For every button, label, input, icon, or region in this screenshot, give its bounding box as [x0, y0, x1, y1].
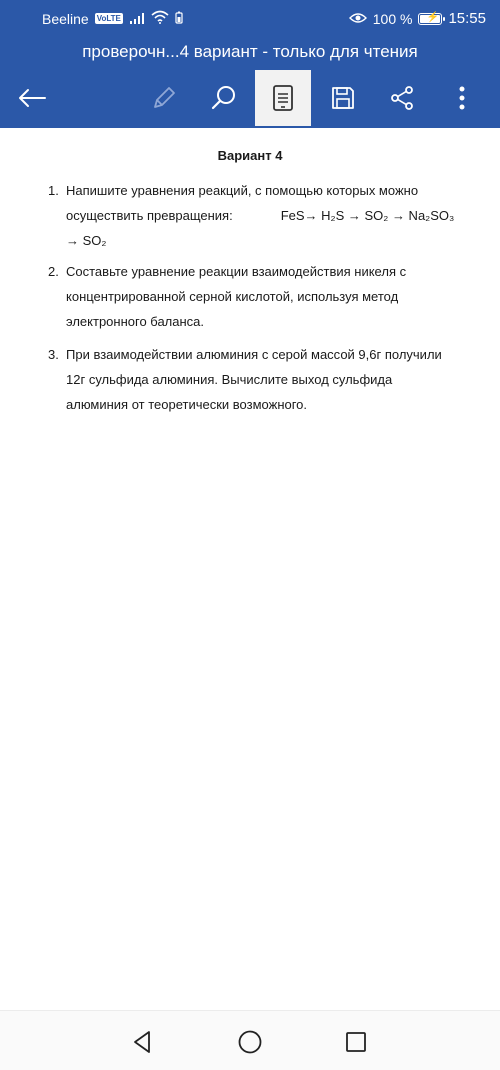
more-options-button[interactable] — [434, 70, 490, 126]
nav-home-button[interactable] — [237, 1029, 263, 1055]
volte-badge: VoLTE — [96, 14, 121, 23]
mobile-view-button[interactable] — [255, 70, 311, 126]
toolbar — [0, 68, 500, 128]
home-circle-icon — [237, 1029, 263, 1055]
clock: 15:55 — [448, 10, 486, 27]
eye-comfort-icon — [349, 11, 367, 27]
task-text: осуществить превращения: — [66, 208, 233, 223]
carrier-name: Beeline — [42, 10, 89, 27]
share-icon — [389, 85, 415, 111]
task-line: При взаимодействии алюминия с серой массой 9,6г получили — [66, 347, 442, 362]
recents-square-icon — [344, 1030, 368, 1054]
task-number: 3. — [48, 347, 59, 362]
document-title-bar — [0, 38, 500, 68]
task-number: 2. — [48, 264, 59, 279]
edit-button[interactable] — [136, 70, 192, 126]
back-button[interactable] — [4, 70, 60, 126]
document-title: проверочн...4 вариант - только для чтения — [82, 42, 418, 61]
status-left — [42, 10, 183, 27]
task-number: 1. — [48, 183, 59, 198]
search-icon — [210, 84, 238, 112]
variant-heading: Вариант 4 — [217, 148, 283, 163]
document-page — [0, 128, 500, 1010]
task-item — [48, 259, 468, 334]
battery-saver-icon — [175, 11, 183, 27]
task-line: Напишите уравнения реакций, с помощью которых можно — [66, 183, 419, 198]
pencil-icon — [151, 85, 177, 111]
signal-icon — [129, 11, 145, 27]
system-navigation-bar — [0, 1010, 500, 1070]
save-icon — [330, 85, 356, 111]
search-button[interactable] — [196, 70, 252, 126]
save-button[interactable] — [315, 70, 371, 126]
task-line: 12г сульфида алюминия. Вычислите выход сульфида — [66, 372, 393, 387]
more-vertical-icon — [458, 85, 466, 111]
share-button[interactable] — [374, 70, 430, 126]
back-triangle-icon — [131, 1030, 155, 1054]
task-item — [48, 178, 468, 253]
battery-icon — [418, 13, 442, 25]
task-line: электронного баланса. — [66, 314, 205, 329]
task-line — [66, 203, 468, 228]
task-line: алюминия от теоретически возможного. — [66, 397, 308, 412]
status-bar — [0, 0, 500, 38]
back-arrow-icon — [17, 88, 47, 108]
mobile-view-icon — [272, 84, 294, 112]
task-item — [48, 342, 468, 417]
task-line: → SO₂ — [66, 233, 107, 248]
status-right — [349, 10, 486, 27]
task-formula: FeS→ H₂S → SO₂ → Na₂SO₃ — [280, 208, 455, 223]
battery-percent: 100 % — [372, 10, 413, 27]
charging-bolt-icon: ⚡ — [426, 11, 439, 23]
nav-recents-button[interactable] — [343, 1029, 369, 1055]
task-line: концентрированной серной кислотой, используя метод — [66, 289, 399, 304]
task-line: Составьте уравнение реакции взаимодействия никеля с — [66, 264, 407, 279]
wifi-icon — [151, 10, 169, 27]
nav-back-button[interactable] — [130, 1029, 156, 1055]
